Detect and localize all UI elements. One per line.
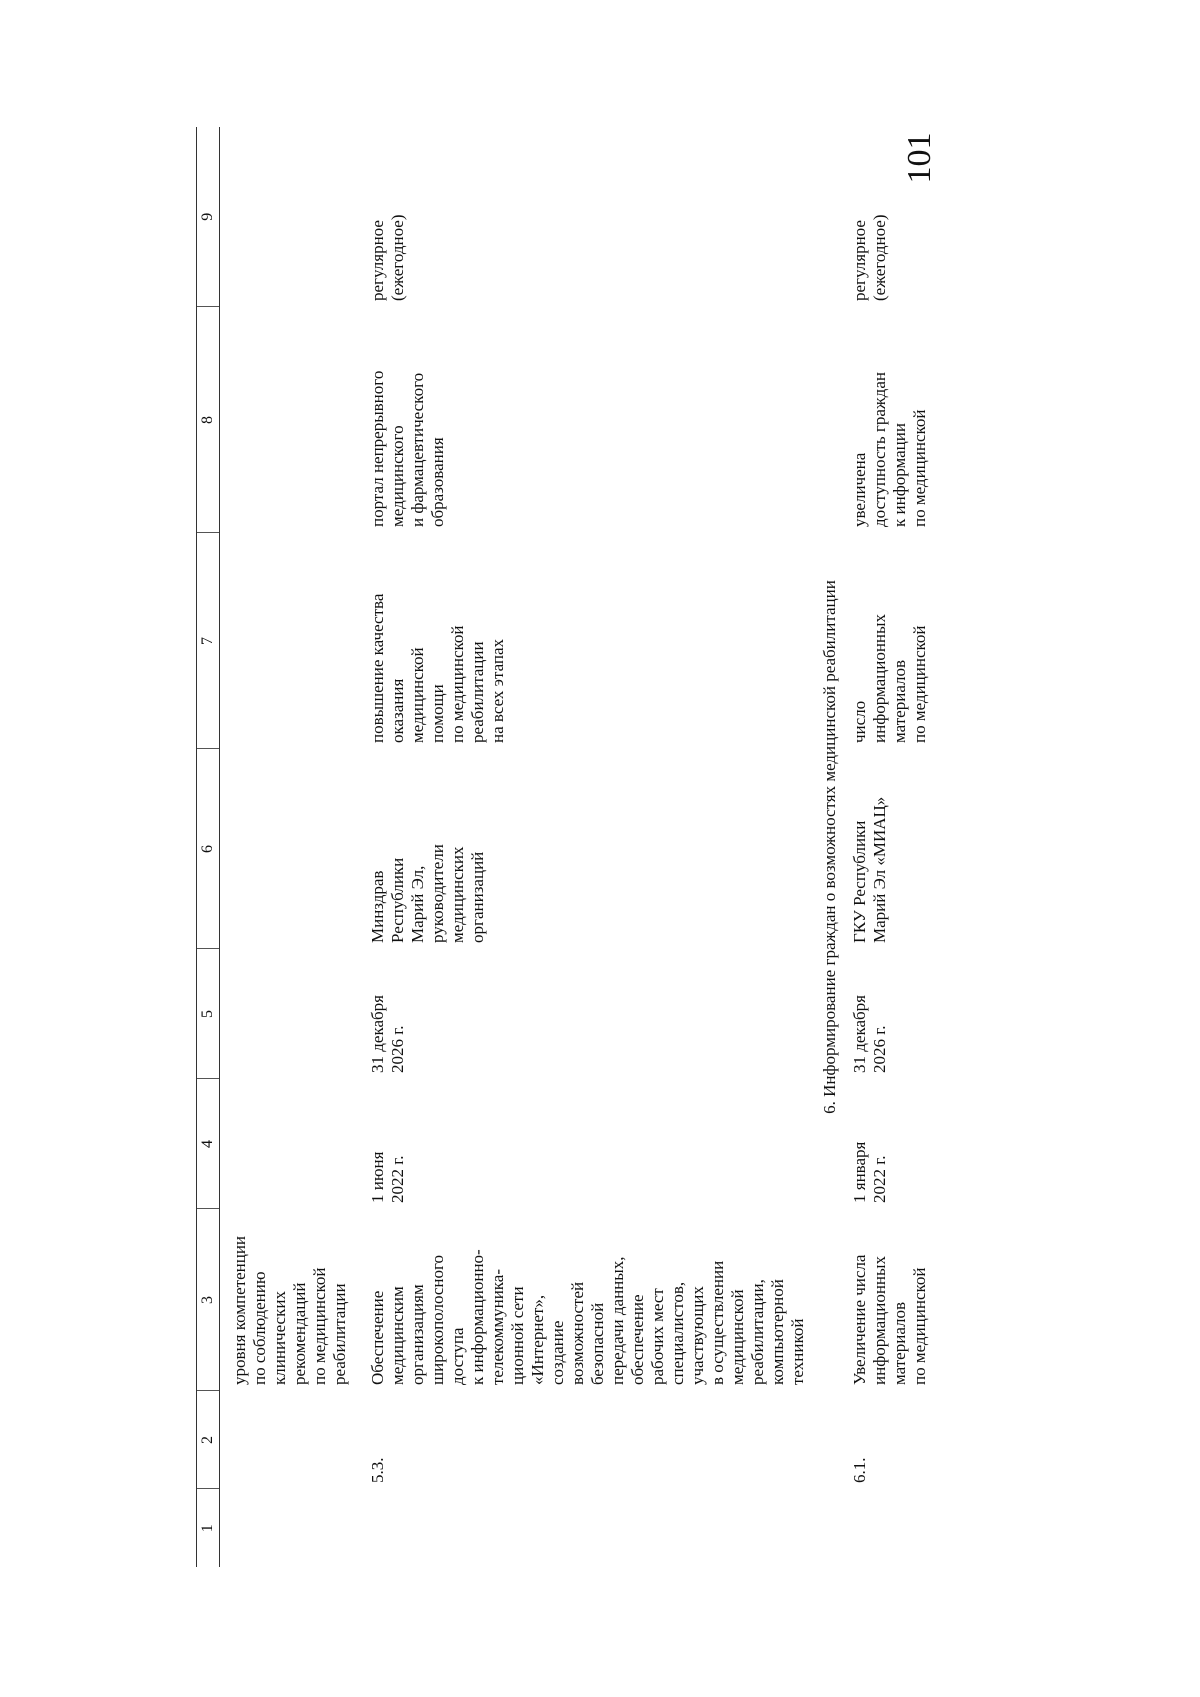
header-col-6: 6	[197, 749, 220, 949]
periodicity: регулярное (ежегодное)	[368, 214, 407, 301]
end-date: 31 декабря 2026 г.	[850, 995, 889, 1073]
expected-result: число информационных материалов по медицинской	[850, 614, 929, 743]
landscape-table-wrapper	[196, 127, 1000, 1567]
expected-result: повышение качества оказания медицинской помощи по медицинской реабилитации на всех этапах	[368, 593, 507, 743]
responsible-executor: ГКУ Республики Марий Эл «МИАЦ»	[850, 796, 889, 943]
header-col-1: 1	[197, 1489, 220, 1567]
section-6-heading-row	[808, 127, 850, 1567]
row-number: 5.3.	[368, 1457, 387, 1483]
start-date: 1 июня 2022 г.	[368, 1151, 407, 1203]
page-number: 101	[901, 132, 938, 184]
header-col-4: 4	[197, 1079, 220, 1209]
responsible-executor: Минздрав Республики Марий Эл, руководители медицинских организаций	[368, 844, 487, 943]
table-row-continued	[220, 127, 369, 1567]
header-col-7: 7	[197, 533, 220, 749]
section-6-title: 6. Информирование граждан о возможностях медицинской реабилитации	[820, 580, 839, 1114]
control-indicator: портал непрерывного медицинского и фармацевтического образования	[368, 370, 447, 527]
header-col-9: 9	[197, 127, 220, 307]
column-number-header	[197, 127, 220, 1567]
continued-measure-text: уровня компетенции по соблюдению клинических рекомендаций по медицинской реабилитации	[230, 1235, 349, 1385]
measure-text: Обеспечение медицинским организациям широкополосного доступа к информационно- телекоммуника- ционной сети «Интернет», создание возможностей безопасной передачи данных, обеспечение рабочих мест специалистов, участвующих в осуществлении медицинской реабилитации, компьютерной техникой	[368, 1249, 807, 1385]
table-row-5-3	[368, 127, 808, 1567]
end-date: 31 декабря 2026 г.	[368, 995, 407, 1073]
header-col-8: 8	[197, 307, 220, 533]
plan-table	[196, 127, 930, 1567]
row-number: 6.1.	[850, 1457, 869, 1483]
header-col-2: 2	[197, 1391, 220, 1489]
measure-text: Увеличение числа информационных материалов по медицинской	[850, 1254, 929, 1385]
start-date: 1 января 2022 г.	[850, 1141, 889, 1203]
header-col-5: 5	[197, 949, 220, 1079]
header-col-3: 3	[197, 1209, 220, 1391]
control-indicator: увеличена доступность граждан к информации по медицинской	[850, 372, 929, 527]
periodicity: регулярное (ежегодное)	[850, 214, 889, 301]
table-row-6-1	[850, 127, 930, 1567]
